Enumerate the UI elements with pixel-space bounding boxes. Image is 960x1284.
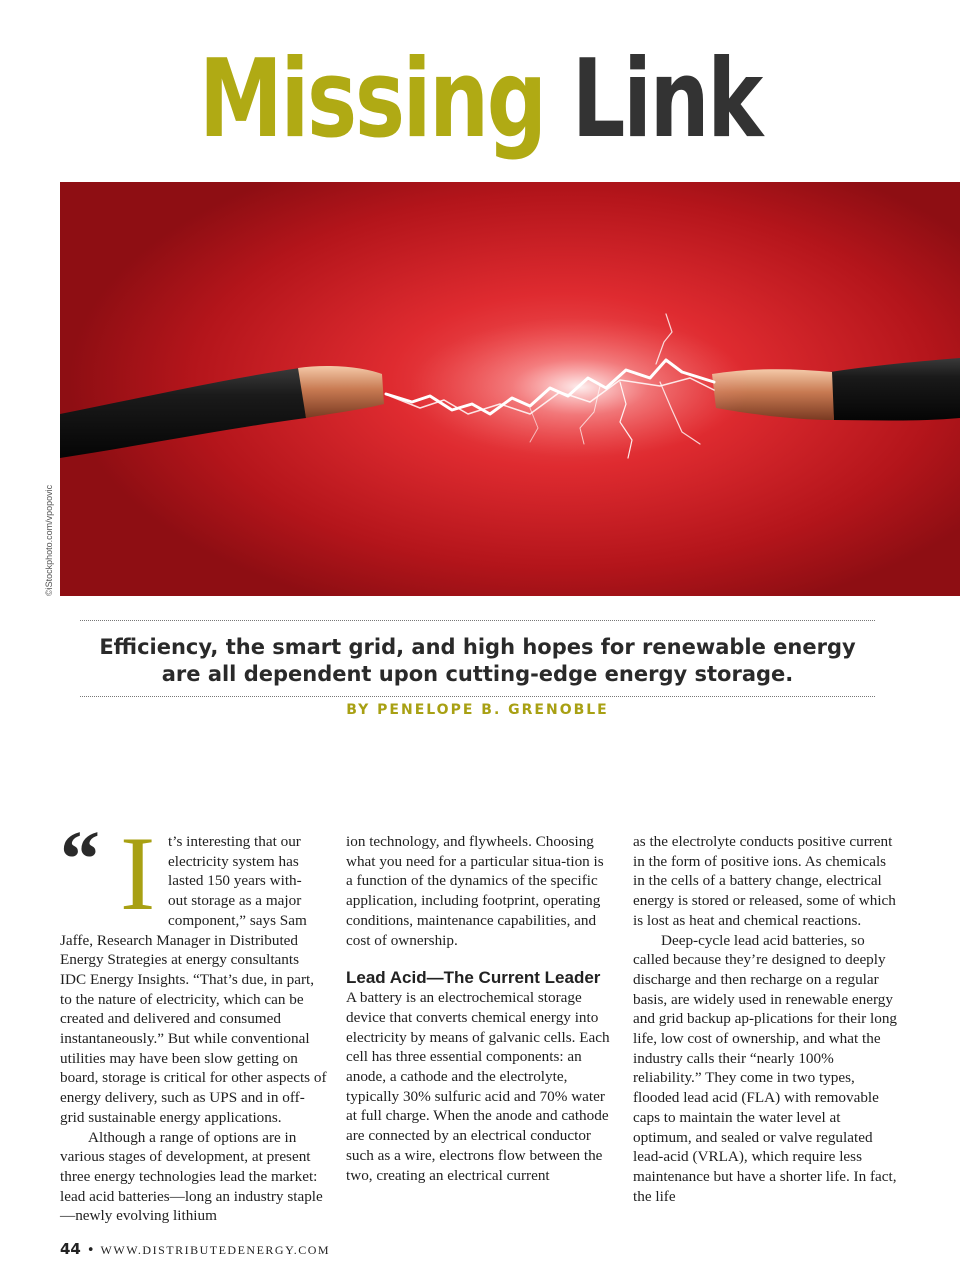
paragraph: A battery is an electrochemical storage device that converts chemical energy into electricity by means of galvanic cells. Each cell has three essential components: an anode, a cathode and the electrolyte, typically 30% sulfuric acid and 70% water at full charge. When the anode and cathode are connected by an electrical conductor such as a wire, electrons flow between the two, creating an electrical current bbox=[346, 989, 610, 1184]
right-cable bbox=[830, 358, 960, 421]
intro-dropcap-block bbox=[60, 815, 328, 932]
column-3 bbox=[633, 832, 901, 1206]
open-quote-mark: “ bbox=[60, 816, 100, 904]
article-title bbox=[106, 37, 855, 162]
deck-top-rule bbox=[80, 620, 875, 621]
intro-line: lasted 150 years with- bbox=[168, 872, 302, 890]
website-link[interactable]: WWW.DISTRIBUTEDENERGY.COM bbox=[100, 1243, 331, 1257]
paragraph: Although a range of options are in various stages of development, at present three energy technologies lead the market: lead acid batteries—long an industry staple—newly evolving lithium bbox=[60, 1128, 323, 1225]
section-subhead: Lead Acid—The Current Leader bbox=[346, 968, 601, 988]
intro-line: component,” says Sam bbox=[168, 911, 307, 929]
intro-line: out storage as a major bbox=[168, 892, 302, 910]
article-deck: Efficiency, the smart grid, and high hopes for renewable energy are all dependent upon cutting-edge energy storage. bbox=[99, 635, 856, 686]
intro-line: electricity system has bbox=[168, 852, 299, 870]
page-footer bbox=[60, 1240, 330, 1258]
paragraph: as the electrolyte conducts positive current in the form of positive ions. As chemicals in the cells of a battery change, electrical energy is stored or released, some of which is lost as heat and chemical reactions. bbox=[633, 833, 896, 929]
page-number: 44 bbox=[60, 1240, 81, 1258]
footer-bullet: • bbox=[86, 1243, 95, 1258]
left-cable bbox=[60, 368, 306, 458]
paragraph: ion technology, and flywheels. Choosing what you need for a particular situa-tion is a function of the dynamics of the specific application, including footprint, operating conditions, maintenance capabilities, and cost of ownership. bbox=[346, 833, 604, 949]
paragraph: Jaffe, Research Manager in Distributed Energy Strategies at energy consultants IDC Energy Insights. “That’s due, in part, to the nature of electricity, which can be created and delivered and consumed instantaneously.” But while conventional utilities may have been slow getting on board, storage is critical for other aspects of energy delivery, such as UPS and in off-grid sustainable energy applications. bbox=[60, 931, 327, 1126]
intro-line: t’s interesting that our bbox=[168, 833, 301, 850]
paragraph: Deep-cycle lead acid batteries, so called because they’re designed to deeply discharge and then recharge on a regular basis, are widely used in renewable energy and grid backup ap-plications for their long life, low cost of ownership, and what the industry calls their “nearly 100% reliability.” They come in two types, flooded lead acid (FLA) with removable caps to maintain the water level at optimum, and sealed or valve regulated lead-acid (VRLA), which require less maintenance but have a shorter life. In fact, the life bbox=[633, 931, 898, 1205]
deck-bottom-rule bbox=[80, 696, 875, 697]
byline: BY PENELOPE B. GRENOBLE bbox=[346, 702, 609, 718]
hero-photo-sparking-wires bbox=[60, 182, 960, 596]
column-1 bbox=[60, 815, 328, 1226]
drop-cap: I bbox=[120, 815, 156, 932]
sparking-wires-illustration bbox=[60, 182, 960, 596]
intro-lines bbox=[60, 832, 328, 931]
column-2 bbox=[346, 832, 614, 1185]
title-word-link: Link bbox=[571, 37, 761, 162]
title-word-missing: Missing bbox=[199, 37, 545, 162]
left-copper-tip bbox=[298, 366, 384, 418]
